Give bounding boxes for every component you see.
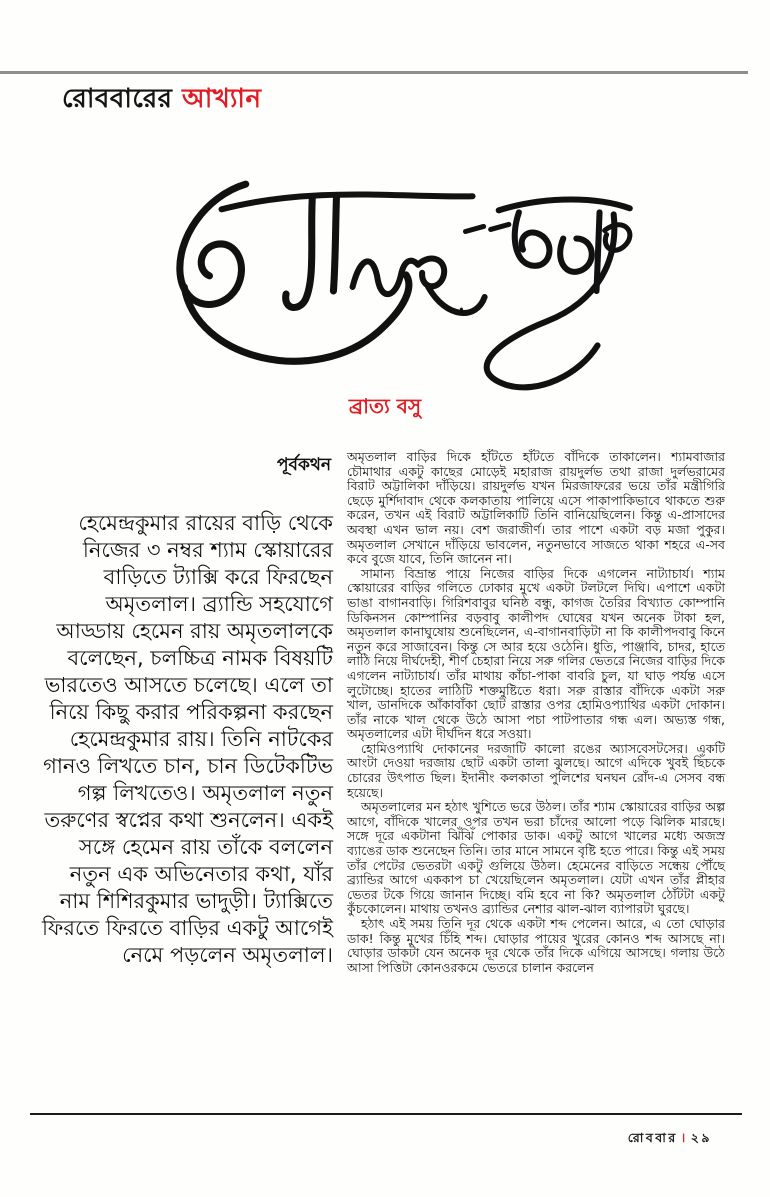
- title-calligraphy: [160, 168, 650, 420]
- page-footer: [628, 1130, 712, 1150]
- story-paragraph: হোমিওপ্যাথি দোকানের দরজাটি কালো রঙের অ্যাসবেসটসের। একটি আংটা দেওয়া দরজায় ছোট একটা তালা ঝুলছে। আগে এদিকে খুবই ছিঁচকে চোরের উৎপাত ছিল। ইদানীং কলকাতা পুলিশের ঘনঘন রোঁদ-এ সেসব বন্ধ হয়েছে।: [347, 740, 725, 800]
- story-column: [347, 450, 725, 975]
- body-columns: [35, 450, 725, 975]
- series-header-black: রোববারের: [62, 84, 182, 114]
- title-calligraphy-strokes: [160, 168, 650, 420]
- top-divider-rule: [0, 71, 748, 74]
- story-paragraph: হঠাৎ এই সময় তিনি দূর থেকে একটা শব্দ পেলেন। আরে, এ তো ঘোড়ার ডাক! কিন্তু মুখের চিঁহি শব্দ। ঘোড়ার পায়ের খুরের কোনও শব্দ আসছে না। ঘোড়ার ডাকটা যেন অনেক দূর থেকে তাঁর দিকে এগিয়ে আসছে। গলায় উঠে আসা পিত্তিটা কোনওরকমে ভেতরে চালান করলেন: [347, 916, 725, 975]
- story-paragraph: অমৃতলাল বাড়ির দিকে হাঁটতে হাঁটতে বাঁদিকে তাকালেন। শ্যামবাজার চৌমাথার একটু কাছের মোড়েই মহারাজ রায়দুর্লভ তথা রাজা দুর্লভরামের বিরাট অট্টালিকা দাঁড়িয়ে। রায়দুর্লভ যখন মিরজাফরের ভয়ে তাঁর মন্ত্রীগিরি ছেড়ে মুর্শিদাবাদ থেকে কলকাতায় পালিয়ে এসে পাকাপাকিভাবে থাকতে শুরু করেন, তখন এই বিরাট অট্টালিকাটি তিনি বানিয়েছিলেন। কিন্তু এ-প্রাসাদের অবস্থা এখন ভাল নয়। বেশ জরাজীর্ণ। তার পাশে একটা বড় মজা পুকুর। অমৃতলাল সেখানে দাঁড়িয়ে ভাবলেন, নতুনভাবে সাজতে থাকা শহরে এ-সব কবে বুজে যাবে, তিনি জানেন না।: [347, 449, 725, 567]
- story-paragraph: সামান্য বিভ্রান্ত পায়ে নিজের বাড়ির দিকে এগলেন নাট্যাচার্য। শ্যাম স্কোয়ারের বাড়ির গলিতে ঢোকার মুখে একটা টলটলে দিঘি। এপাশে একটা ভাঙা বাগানবাড়ি। গিরিশবাবুর ঘনিষ্ঠ বন্ধু, কাগজ তৈরির বিখ্যাত কোম্পানি ডিকিনসন কোম্পানির বড়বাবু কালীপদ ঘোষের যখন অনেক টাকা হল, অমৃতলাল কানাঘুষোয় শুনেছিলেন, এ-বাগানবাড়িটা না কি কালীপদবাবু কিনে নতুন করে সাজাবেন। কিন্তু সে আর হয়ে ওঠেনি। ধুতি, পাঞ্জাবি, চাদর, হাতে লাঠি নিয়ে দীর্ঘদেহী, শীর্ণ চেহারা নিয়ে সরু গলির ভেতরে নিজের বাড়ির দিকে এগলেন নাট্যাচার্য। তাঁর মাথায় কাঁচা-পাকা বাবরি চুল, যা ঘাড় পর্যন্ত এসে লুটোচ্ছে। হাতের লাঠিটি শক্তমুষ্টিতে ধরা। সরু রাস্তার বাঁদিকে একটা সরু খাল, ডানদিকে আঁকাবাঁকা ছোট রাস্তার ওপর হোমিওপ্যাথির একটা দোকান। তাঁর নাকে খাল থেকে উঠে আসা পচা পাটপাতার গন্ধ এল। অভ্যস্ত গন্ধ, অমৃতলালের এটা দীর্ঘদিন ধরে সওয়া।: [347, 565, 725, 742]
- footer-separator: ।: [680, 1130, 688, 1145]
- footer-page-number: ২৯: [690, 1130, 712, 1145]
- series-header: [62, 78, 261, 122]
- intro-column: [35, 450, 333, 975]
- intro-text: হেমেন্দ্রকুমার রায়ের বাড়ি থেকে নিজের ৩ নম্বর শ্যাম স্কোয়ারের বাড়িতে ট্যাক্সি করে ফিরছেন অমৃতলাল। ব্র্যান্ডি সহযোগে আড্ডায় হেমেন রায় অমৃতলালকে বলেছেন, চলচ্চিত্র নামক বিষয়টি ভারতেও আসতে চলেছে। এলে তা নিয়ে কিছু করার পরিকল্পনা করছেন হেমেন্দ্রকুমার রায়। তিনি নাটকের গানও লিখতে চান, চান ডিটেকটিভ গল্প লিখতেও। অমৃতলাল নতুন তরুণের স্বপ্নের কথা শুনলেন। একই সঙ্গে হেমেন রায় তাঁকে বললেন নতুন এক অভিনেতার কথা, যাঁর নাম শিশিরকুমার ভাদুড়ী। ট্যাক্সিতে ফিরতে ফিরতে বাড়ির একটু আগেই নেমে পড়লেন অমৃতলাল।: [42, 511, 333, 967]
- bottom-divider-rule: [30, 1113, 742, 1115]
- footer-magazine-name: রোববার: [627, 1130, 678, 1145]
- story-paragraph: অমৃতলালের মন হঠাৎ খুশিতে ভরে উঠল। তাঁর শ্যাম স্কোয়ারের বাড়ির অল্প আগে, বাঁদিকে খালের ওপর তখন ভরা চাঁদের আলো পড়ে ঝিলিক মারছে। সঙ্গে দূরে একটানা ঝিঁঝিঁ পোকার ডাক। একটু আগে খালের মধ্যে অজস্র ব্যাঙের ডাক শুনেছেন তিনি। তার মানে সামনে বৃষ্টি হতে পারে। কিন্তু এই সময় তাঁর পেটের ভেতরটা একটু গুলিয়ে উঠল। হেমেনের বাড়িতে সন্ধেয় পৌঁছে ব্র্যান্ডির আগে এককাপ চা খেয়েছিলেন অমৃতলাল। যেটা এখন তাঁর প্লীহার ভেতর টকে গিয়ে জানান দিচ্ছে। বমি হবে না কি? অমৃতলাল ঠোঁটটা একটু কুঁচকোলেন। মাথায় তখনও ব্র্যান্ডির নেশার ঝাল-ঝাল ব্যাপারটা ঘুরছে।: [347, 799, 725, 917]
- author-byline: ব্রাত্য বসু: [348, 394, 422, 418]
- series-header-red: আখ্যান: [181, 84, 262, 114]
- prologue-heading: পূর্বকথন: [276, 455, 331, 475]
